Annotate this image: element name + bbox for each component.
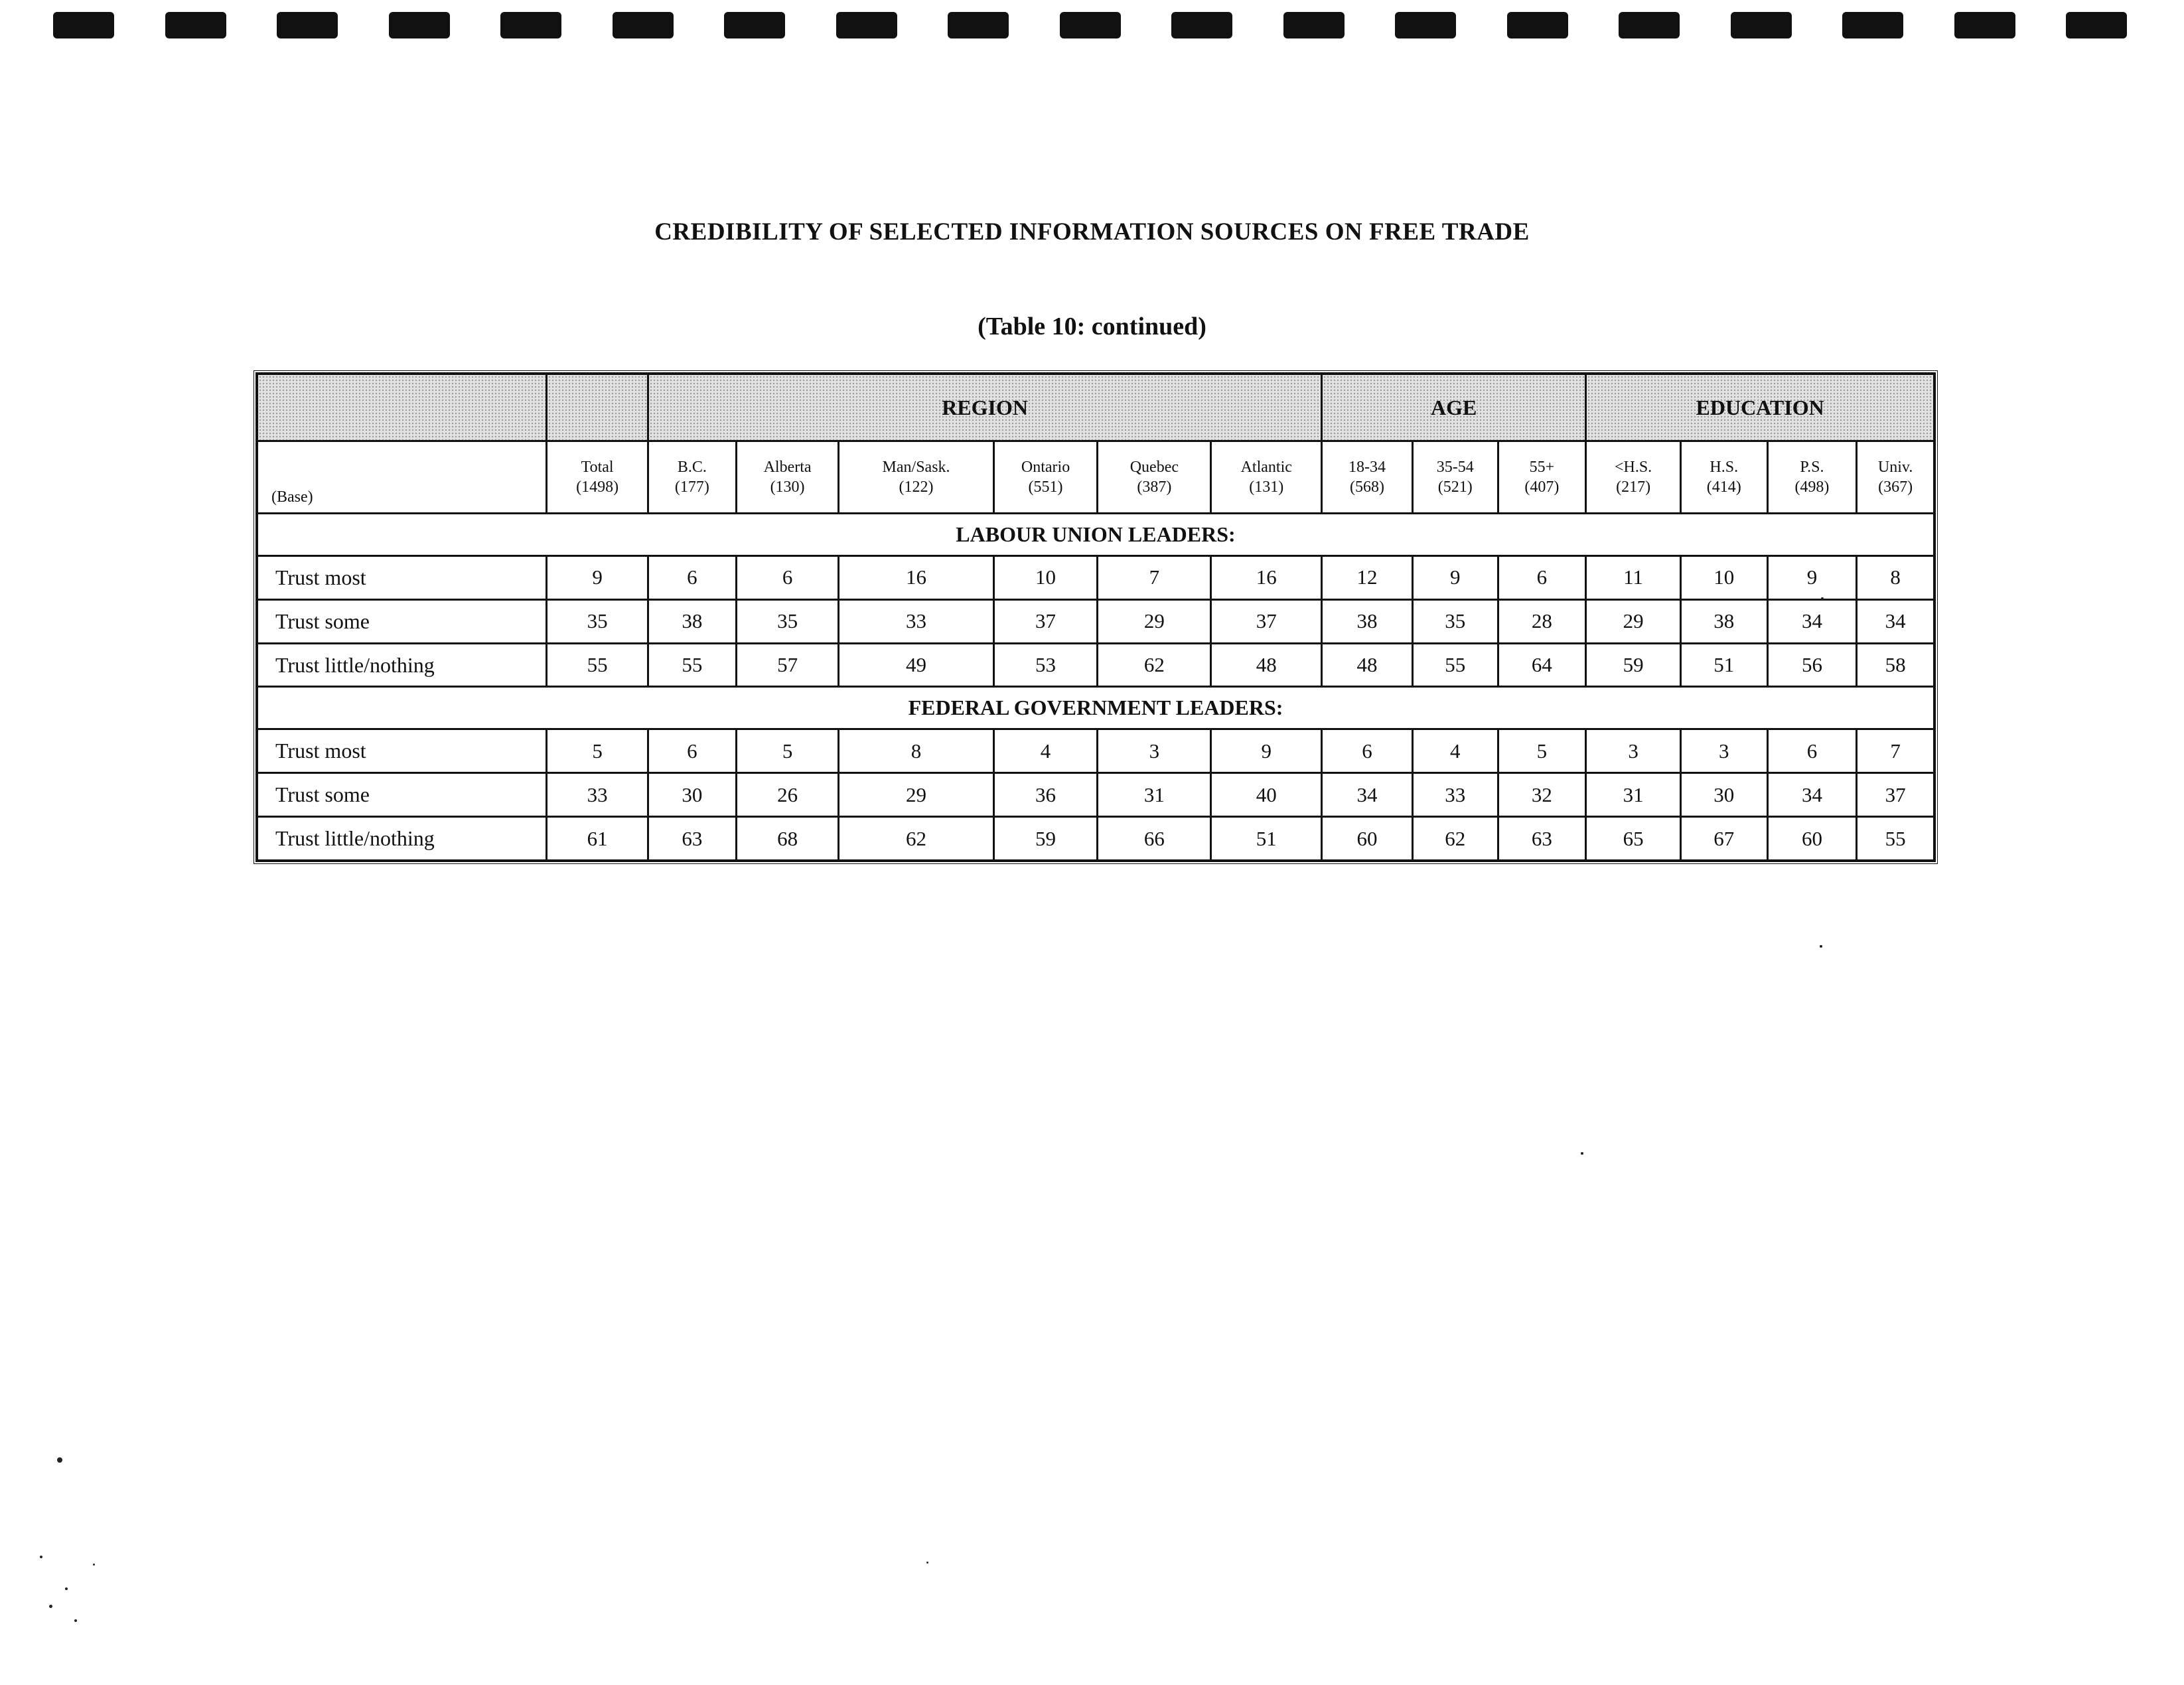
value-cell: 5 xyxy=(736,729,839,773)
row-label: Trust little/nothing xyxy=(257,817,547,861)
value-cell: 62 xyxy=(839,817,993,861)
column-header xyxy=(736,441,839,514)
column-header xyxy=(1412,441,1498,514)
credibility-table-frame xyxy=(254,370,1938,864)
value-cell: 5 xyxy=(547,729,648,773)
punch-hole xyxy=(53,12,114,38)
column-name: H.S. xyxy=(1710,459,1739,476)
value-cell: 59 xyxy=(993,817,1098,861)
value-cell: 34 xyxy=(1857,599,1934,643)
value-cell: 10 xyxy=(993,555,1098,599)
column-header xyxy=(1857,441,1934,514)
column-name: Man/Sask. xyxy=(882,459,950,476)
value-cell: 16 xyxy=(839,555,993,599)
value-cell: 62 xyxy=(1412,817,1498,861)
value-cell: 48 xyxy=(1322,643,1413,687)
value-cell: 31 xyxy=(1098,773,1211,817)
value-cell: 32 xyxy=(1498,773,1586,817)
value-cell: 48 xyxy=(1211,643,1322,687)
region-header: REGION xyxy=(648,374,1322,441)
value-cell: 37 xyxy=(1211,599,1322,643)
value-cell: 9 xyxy=(1412,555,1498,599)
punch-hole xyxy=(165,12,226,38)
value-cell: 53 xyxy=(993,643,1098,687)
value-cell: 51 xyxy=(1211,817,1322,861)
punch-hole xyxy=(1954,12,2015,38)
value-cell: 29 xyxy=(1586,599,1681,643)
column-base: (122) xyxy=(899,478,934,496)
value-cell: 35 xyxy=(547,599,648,643)
punch-hole xyxy=(1060,12,1121,38)
value-cell: 33 xyxy=(1412,773,1498,817)
value-cell: 49 xyxy=(839,643,993,687)
blank-header-cell xyxy=(547,374,648,441)
value-cell: 34 xyxy=(1322,773,1413,817)
credibility-table xyxy=(256,373,1935,861)
education-header: EDUCATION xyxy=(1586,374,1934,441)
value-cell: 5 xyxy=(1498,729,1586,773)
punch-hole xyxy=(1507,12,1568,38)
punch-hole xyxy=(948,12,1009,38)
punch-hole xyxy=(1171,12,1232,38)
table-row xyxy=(257,729,1934,773)
scan-speck xyxy=(49,1605,52,1608)
value-cell: 6 xyxy=(1322,729,1413,773)
column-base: (551) xyxy=(1028,478,1063,496)
value-cell: 30 xyxy=(1680,773,1767,817)
binder-punch-strip xyxy=(53,12,2150,41)
value-cell: 38 xyxy=(1322,599,1413,643)
value-cell: 37 xyxy=(993,599,1098,643)
punch-hole xyxy=(1842,12,1903,38)
table-row xyxy=(257,599,1934,643)
column-header xyxy=(1211,441,1322,514)
table-row xyxy=(257,773,1934,817)
value-cell: 40 xyxy=(1211,773,1322,817)
scan-speck xyxy=(1821,597,1824,600)
value-cell: 4 xyxy=(1412,729,1498,773)
section-title: FEDERAL GOVERNMENT LEADERS: xyxy=(257,687,1934,729)
table-row xyxy=(257,817,1934,861)
value-cell: 59 xyxy=(1586,643,1681,687)
column-header xyxy=(993,441,1098,514)
column-header xyxy=(547,441,648,514)
value-cell: 35 xyxy=(1412,599,1498,643)
value-cell: 56 xyxy=(1767,643,1857,687)
value-cell: 35 xyxy=(736,599,839,643)
value-cell: 9 xyxy=(1211,729,1322,773)
value-cell: 6 xyxy=(736,555,839,599)
scan-speck xyxy=(65,1587,68,1590)
column-base: (217) xyxy=(1616,478,1651,496)
value-cell: 8 xyxy=(839,729,993,773)
value-cell: 62 xyxy=(1098,643,1211,687)
value-cell: 29 xyxy=(1098,599,1211,643)
column-base: (177) xyxy=(674,478,709,496)
column-name: 55+ xyxy=(1529,459,1555,476)
value-cell: 68 xyxy=(736,817,839,861)
scan-speck xyxy=(1581,1152,1583,1155)
value-cell: 34 xyxy=(1767,599,1857,643)
column-base: (521) xyxy=(1437,478,1473,496)
value-cell: 3 xyxy=(1680,729,1767,773)
scan-speck xyxy=(74,1619,77,1622)
value-cell: 3 xyxy=(1586,729,1681,773)
value-cell: 60 xyxy=(1322,817,1413,861)
value-cell: 9 xyxy=(547,555,648,599)
page-title: CREDIBILITY OF SELECTED INFORMATION SOURCES ON FREE TRADE xyxy=(654,218,1530,246)
column-header xyxy=(1767,441,1857,514)
row-label: Trust some xyxy=(257,599,547,643)
value-cell: 66 xyxy=(1098,817,1211,861)
value-cell: 10 xyxy=(1680,555,1767,599)
column-name: Univ. xyxy=(1877,459,1913,476)
column-base: (498) xyxy=(1794,478,1830,496)
value-cell: 30 xyxy=(648,773,737,817)
column-header xyxy=(1586,441,1681,514)
value-cell: 6 xyxy=(1767,729,1857,773)
column-header-row xyxy=(257,441,1934,514)
table-subtitle: (Table 10: continued) xyxy=(978,313,1206,340)
value-cell: 36 xyxy=(993,773,1098,817)
scan-speck xyxy=(57,1457,62,1463)
section-row xyxy=(257,514,1934,556)
value-cell: 37 xyxy=(1857,773,1934,817)
punch-hole xyxy=(724,12,785,38)
blank-header-cell xyxy=(257,374,547,441)
column-name: 18-34 xyxy=(1348,459,1386,476)
column-header xyxy=(839,441,993,514)
value-cell: 51 xyxy=(1680,643,1767,687)
column-base: (130) xyxy=(770,478,805,496)
punch-hole xyxy=(1283,12,1345,38)
value-cell: 67 xyxy=(1680,817,1767,861)
value-cell: 12 xyxy=(1322,555,1413,599)
value-cell: 16 xyxy=(1211,555,1322,599)
value-cell: 38 xyxy=(1680,599,1767,643)
column-header xyxy=(1322,441,1413,514)
column-header xyxy=(648,441,737,514)
column-base: (387) xyxy=(1137,478,1172,496)
punch-hole xyxy=(2066,12,2127,38)
column-header xyxy=(1498,441,1586,514)
base-label: (Base) xyxy=(257,441,547,514)
value-cell: 6 xyxy=(648,555,737,599)
value-cell: 7 xyxy=(1857,729,1934,773)
table-row xyxy=(257,555,1934,599)
value-cell: 7 xyxy=(1098,555,1211,599)
column-header xyxy=(1098,441,1211,514)
column-base: (1498) xyxy=(576,478,619,496)
column-base: (414) xyxy=(1706,478,1741,496)
section-row xyxy=(257,687,1934,729)
punch-hole xyxy=(613,12,674,38)
value-cell: 11 xyxy=(1586,555,1681,599)
column-name: P.S. xyxy=(1800,459,1824,476)
value-cell: 55 xyxy=(1412,643,1498,687)
value-cell: 58 xyxy=(1857,643,1934,687)
column-name: <H.S. xyxy=(1614,459,1652,476)
value-cell: 55 xyxy=(648,643,737,687)
value-cell: 63 xyxy=(648,817,737,861)
value-cell: 33 xyxy=(839,599,993,643)
value-cell: 38 xyxy=(648,599,737,643)
group-header-row xyxy=(257,374,1934,441)
value-cell: 9 xyxy=(1767,555,1857,599)
punch-hole xyxy=(836,12,897,38)
column-base: (407) xyxy=(1524,478,1560,496)
row-label: Trust most xyxy=(257,555,547,599)
punch-hole xyxy=(500,12,561,38)
age-header: AGE xyxy=(1322,374,1586,441)
punch-hole xyxy=(1395,12,1456,38)
column-base: (568) xyxy=(1350,478,1385,496)
column-base: (131) xyxy=(1249,478,1284,496)
row-label: Trust little/nothing xyxy=(257,643,547,687)
value-cell: 65 xyxy=(1586,817,1681,861)
value-cell: 29 xyxy=(839,773,993,817)
value-cell: 55 xyxy=(547,643,648,687)
value-cell: 63 xyxy=(1498,817,1586,861)
value-cell: 33 xyxy=(547,773,648,817)
value-cell: 61 xyxy=(547,817,648,861)
punch-hole xyxy=(1619,12,1680,38)
value-cell: 26 xyxy=(736,773,839,817)
column-header xyxy=(1680,441,1767,514)
scan-speck xyxy=(93,1564,95,1566)
scan-speck xyxy=(1820,945,1822,948)
value-cell: 3 xyxy=(1098,729,1211,773)
value-cell: 57 xyxy=(736,643,839,687)
value-cell: 31 xyxy=(1586,773,1681,817)
value-cell: 34 xyxy=(1767,773,1857,817)
column-base: (367) xyxy=(1878,478,1913,496)
column-name: Ontario xyxy=(1021,459,1070,476)
punch-hole xyxy=(277,12,338,38)
column-name: Alberta xyxy=(763,459,812,476)
value-cell: 28 xyxy=(1498,599,1586,643)
section-title: LABOUR UNION LEADERS: xyxy=(257,514,1934,556)
punch-hole xyxy=(1731,12,1792,38)
value-cell: 8 xyxy=(1857,555,1934,599)
row-label: Trust most xyxy=(257,729,547,773)
column-name: Total xyxy=(581,459,614,476)
value-cell: 6 xyxy=(1498,555,1586,599)
column-name: Quebec xyxy=(1129,459,1179,476)
value-cell: 64 xyxy=(1498,643,1586,687)
table-row xyxy=(257,643,1934,687)
value-cell: 55 xyxy=(1857,817,1934,861)
punch-hole xyxy=(389,12,450,38)
scan-speck xyxy=(40,1556,42,1558)
value-cell: 4 xyxy=(993,729,1098,773)
column-name: B.C. xyxy=(677,459,707,476)
column-name: Atlantic xyxy=(1240,459,1292,476)
row-label: Trust some xyxy=(257,773,547,817)
column-name: 35-54 xyxy=(1436,459,1474,476)
value-cell: 60 xyxy=(1767,817,1857,861)
value-cell: 6 xyxy=(648,729,737,773)
scan-speck xyxy=(926,1562,928,1564)
